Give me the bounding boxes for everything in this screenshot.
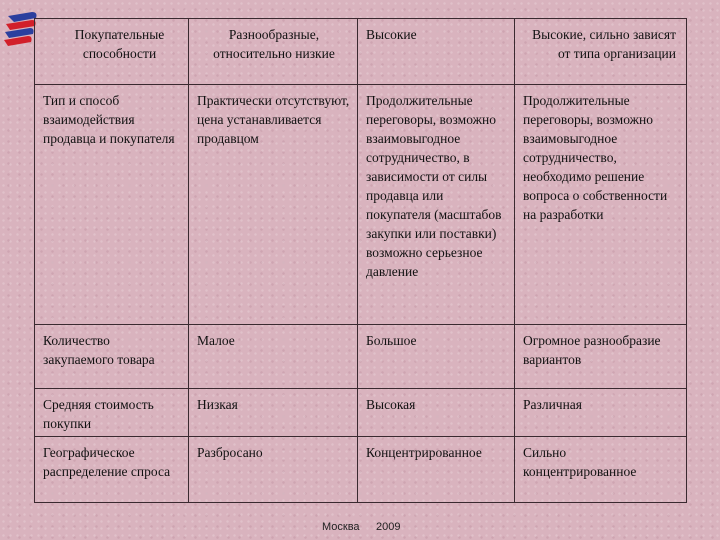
table-cell: Средняя стоимость покупки (35, 389, 189, 437)
table-cell: Разнообразные, относительно низкие (189, 19, 358, 85)
table-cell: Различная (515, 389, 687, 437)
table-cell: Концентрированное (358, 437, 515, 503)
comparison-table (34, 18, 687, 503)
table-cell: Высокие (358, 19, 515, 85)
table-cell: Низкая (189, 389, 358, 437)
footer-year: 2009 (376, 521, 401, 533)
footer-city: Москва (322, 521, 360, 533)
table-cell: Географическое распределение спроса (35, 437, 189, 503)
table-cell: Разбросано (189, 437, 358, 503)
table-cell: Продолжительные переговоры, возможно взаимовыгодное сотрудничество, в зависимости от силы продавца или покупателя (масштабов закупки или поставки) возможно серьезное давление (358, 85, 515, 325)
table-row (35, 19, 687, 85)
table-row (35, 389, 687, 437)
table-cell: Продолжительные переговоры, возможно взаимовыгодное сотрудничество, необходимо решение вопроса о собственности на разработки (515, 85, 687, 325)
table-cell: Практически отсутствуют, цена устанавливается продавцом (189, 85, 358, 325)
table-cell: Малое (189, 325, 358, 389)
table-cell: Высокие, сильно зависят от типа организации (515, 19, 687, 85)
table-cell: Большое (358, 325, 515, 389)
table-row (35, 85, 687, 325)
table-cell: Сильно концентрированное (515, 437, 687, 503)
table-cell: Тип и способ взаимодействия продавца и покупателя (35, 85, 189, 325)
table-cell: Огромное разнообразие вариантов (515, 325, 687, 389)
table-cell: Высокая (358, 389, 515, 437)
table-row (35, 437, 687, 503)
table-cell: Количество закупаемого товара (35, 325, 189, 389)
table-row (35, 325, 687, 389)
table-cell: Покупательные способности (35, 19, 189, 85)
